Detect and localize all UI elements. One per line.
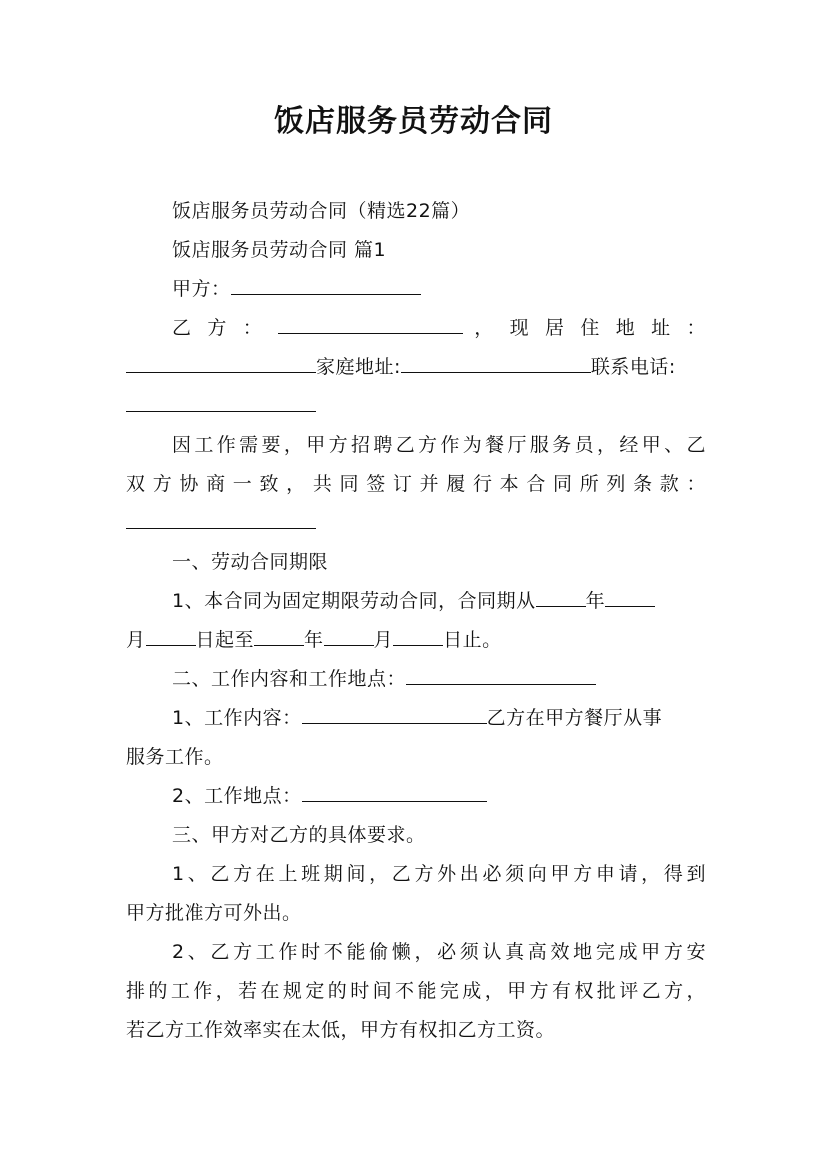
home-address-blank [401, 354, 591, 373]
party-b-line [172, 315, 706, 341]
to-day-label: 日止。 [443, 629, 502, 651]
work-content-label: 1、工作内容： [172, 707, 302, 729]
page-title: 饭店服务员劳动合同 [274, 104, 553, 139]
current-address-label: 现 居 住 地 址 ： [509, 317, 706, 339]
preamble-line-1: 因工作需要，甲方招聘乙方作为餐厅服务员，经甲、乙 [172, 434, 706, 456]
section1-heading: 一、劳动合同期限 [172, 551, 329, 573]
section3-heading: 三、甲方对乙方的具体要求。 [172, 824, 426, 846]
section3-item1-line2: 甲方批准方可外出。 [126, 902, 302, 924]
month-label: 月 [373, 629, 394, 651]
end-month-blank [324, 627, 374, 646]
start-year-blank [536, 588, 586, 607]
preamble-blank-line [126, 510, 706, 536]
from-day-label: 日起至 [195, 629, 255, 651]
party-a-line [172, 276, 706, 302]
current-address-blank [126, 354, 316, 373]
end-day-blank [393, 627, 443, 646]
section3-item2-line1: 2、乙方工作时不能偷懒，必须认真高效地完成甲方安 [172, 941, 706, 963]
section2-item2-line [172, 783, 706, 809]
party-b-sep: ， [474, 317, 499, 339]
party-b-label: 乙 方 ： [172, 317, 267, 339]
party-a-blank [231, 276, 421, 295]
party-a-label: 甲方： [172, 278, 231, 300]
year-label: 年 [304, 629, 324, 651]
section3-item1-line1: 1、乙方在上班期间，乙方外出必须向甲方申请，得到 [172, 863, 706, 885]
home-address-label: 家庭地址: [316, 356, 401, 378]
phone-blank [126, 393, 316, 412]
address-phone-line [126, 354, 706, 380]
party-b-blank [278, 315, 463, 334]
work-place-blank [302, 783, 487, 802]
collection-subtitle: 饭店服务员劳动合同（精选22篇） [172, 200, 471, 222]
month-label: 月 [126, 629, 146, 651]
section1-item1-line1 [172, 588, 706, 614]
work-content-tail: 乙方在甲方餐厅从事 [486, 707, 663, 729]
article-heading: 饭店服务员劳动合同 篇1 [172, 239, 387, 261]
section2-item1-line2: 服务工作。 [126, 746, 224, 768]
section2-item1-line1 [172, 705, 706, 731]
section2-heading: 二、工作内容和工作地点： [172, 668, 407, 690]
section3-item2-line2: 排的工作，若在规定的时间不能完成，甲方有权批评乙方， [126, 980, 706, 1002]
phone-blank-line [126, 393, 706, 419]
terms-blank [126, 510, 316, 529]
section2-heading-line [172, 666, 706, 692]
start-month-blank [605, 588, 655, 607]
contract-term-text: 1、本合同为固定期限劳动合同，合同期从 [172, 590, 536, 612]
work-heading-blank [406, 666, 596, 685]
preamble-line-2: 双方协商一致，共同签订并履行本合同所列条款： [126, 473, 706, 495]
year-label: 年 [585, 590, 606, 612]
section3-item2-line3: 若乙方工作效率实在太低，甲方有权扣乙方工资。 [126, 1019, 556, 1041]
end-year-blank [254, 627, 304, 646]
section1-item1-line2 [126, 627, 706, 653]
work-place-label: 2、工作地点： [172, 785, 302, 807]
start-day-blank [146, 627, 196, 646]
phone-label: 联系电话: [590, 356, 676, 378]
work-content-blank [302, 705, 487, 724]
